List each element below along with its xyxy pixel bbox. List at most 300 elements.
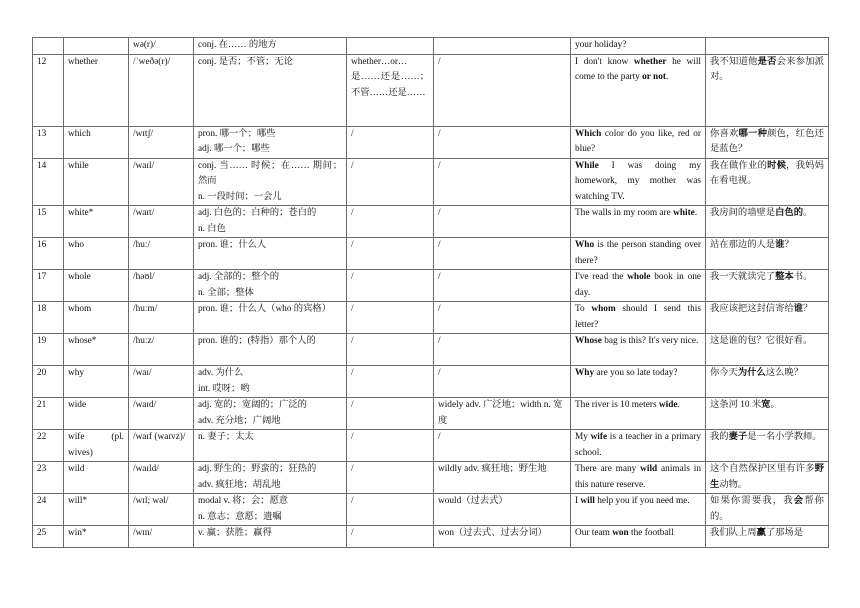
phonetic-cell xyxy=(129,126,194,158)
related-word-cell-text: / xyxy=(438,304,441,314)
word-cell-text: will* xyxy=(68,496,88,506)
example-sentence-cell xyxy=(571,54,706,126)
phonetic-cell xyxy=(129,54,194,126)
phonetic-cell-text: /waɪf (waɪvz)/ xyxy=(133,432,186,442)
row-number-cell xyxy=(33,494,64,526)
row-number-cell-text: 23 xyxy=(37,464,47,474)
row-number-cell xyxy=(33,430,64,462)
sentence-fragment: . xyxy=(665,72,669,82)
sentence-fragment: 帮你的。 xyxy=(710,496,824,522)
meaning-cell xyxy=(194,302,347,334)
phonetic-cell-text: /waɪd/ xyxy=(133,400,157,410)
sentence-fragment: 你喜欢 xyxy=(710,128,739,139)
derivative-cell-text: / xyxy=(351,336,354,346)
table-row xyxy=(33,366,829,398)
highlighted-word: will xyxy=(580,496,595,506)
highlighted-word: wild xyxy=(640,464,658,474)
sentence-fragment: 我们队上周 xyxy=(710,528,757,538)
derivative-cell xyxy=(347,238,434,270)
phonetic-cell-text: /həʊl/ xyxy=(133,272,155,282)
meaning-line: adv. 充分地；广阔地 xyxy=(198,415,281,426)
word-cell xyxy=(64,238,129,270)
meaning-cell xyxy=(194,238,347,270)
derivative-cell-text: / xyxy=(351,240,354,250)
sentence-fragment: 这个自然保护区里有许多 xyxy=(710,464,815,474)
sentence-fragment: My xyxy=(575,432,591,442)
derivative-cell-text: / xyxy=(351,272,354,282)
meaning-line: adj. 哪一个；哪些 xyxy=(198,144,270,154)
highlighted-word: 时候 xyxy=(767,160,787,171)
highlighted-word: Who xyxy=(575,240,595,250)
meaning-cell xyxy=(194,334,347,366)
table-row xyxy=(33,398,829,430)
sentence-fragment: 站在那边的人是 xyxy=(710,240,776,250)
word-cell-text: win* xyxy=(68,528,87,538)
related-word-cell xyxy=(434,206,571,238)
related-word-cell xyxy=(434,38,571,55)
phonetic-cell-text: /waɪl/ xyxy=(133,160,155,171)
highlighted-word: 白色的 xyxy=(775,208,803,218)
highlighted-word: 为什么 xyxy=(737,368,766,378)
derivative-cell xyxy=(347,54,434,126)
phonetic-cell-text: /wɪtʃ/ xyxy=(133,128,154,139)
related-word-cell xyxy=(434,526,571,548)
meaning-line: n. 白色 xyxy=(198,223,226,234)
chinese-translation-cell xyxy=(706,494,829,526)
chinese-translation-cell xyxy=(706,270,829,302)
sentence-fragment: 我不知道他 xyxy=(710,56,758,67)
example-sentence-cell xyxy=(571,126,706,158)
row-number-cell-text: 17 xyxy=(37,272,47,282)
highlighted-word: whole xyxy=(627,272,651,282)
meaning-line: pron. 谁的；(特指）那个人的 xyxy=(198,336,316,346)
related-word-cell-text: / xyxy=(438,208,441,218)
sentence-fragment: should I send this letter? xyxy=(575,304,701,330)
derivative-cell-text: / xyxy=(351,496,354,506)
meaning-line: adj. 白色的；白种的；苍白的 xyxy=(198,208,317,218)
word-cell xyxy=(64,334,129,366)
derivative-cell xyxy=(347,462,434,494)
table-row xyxy=(33,38,829,55)
meaning-line: v. 赢；获胜；赢得 xyxy=(198,528,272,538)
row-number-cell-text: 16 xyxy=(37,240,47,250)
derivative-cell xyxy=(347,158,434,206)
highlighted-word: 是否 xyxy=(757,56,777,67)
highlighted-word: While xyxy=(575,160,599,171)
meaning-cell xyxy=(194,158,347,206)
row-number-cell xyxy=(33,126,64,158)
word-cell xyxy=(64,526,129,548)
derivative-cell xyxy=(347,206,434,238)
sentence-fragment: . xyxy=(694,208,698,218)
sentence-fragment: . xyxy=(677,400,680,410)
word-cell xyxy=(64,398,129,430)
table-row xyxy=(33,238,829,270)
row-number-cell xyxy=(33,398,64,430)
word-cell-text: whether xyxy=(68,56,98,67)
row-number-cell-text: 14 xyxy=(37,160,47,171)
meaning-line: pron. 谁；什么人 xyxy=(198,240,267,250)
example-sentence-cell xyxy=(571,366,706,398)
meaning-line: conj. 是否；不管；无论 xyxy=(198,56,294,67)
chinese-translation-cell xyxy=(706,430,829,462)
related-word-cell xyxy=(434,126,571,158)
phonetic-cell xyxy=(129,238,194,270)
sentence-fragment: 颜色，红色还是蓝色？ xyxy=(710,128,824,154)
sentence-fragment: ，我妈妈在看电视。 xyxy=(710,160,824,186)
chinese-translation-cell xyxy=(706,238,829,270)
related-word-cell-text: would（过去式） xyxy=(438,496,508,506)
related-word-cell-text: won（过去式、过去分词） xyxy=(438,528,547,538)
meaning-line: adj. 全部的；整个的 xyxy=(198,272,280,282)
row-number-cell-text: 20 xyxy=(37,368,47,378)
derivative-cell-text: / xyxy=(351,432,354,442)
related-word-cell xyxy=(434,302,571,334)
meaning-line: conj. 当…… 时候；在…… 期间；然而 xyxy=(198,160,342,186)
sentence-fragment: 我在做作业的 xyxy=(710,160,768,171)
table-row xyxy=(33,526,829,548)
word-cell-text: why xyxy=(68,368,85,378)
related-word-cell xyxy=(434,494,571,526)
highlighted-word: Why xyxy=(575,368,595,378)
derivative-cell xyxy=(347,398,434,430)
table-row xyxy=(33,462,829,494)
derivative-cell-text: / xyxy=(351,128,354,139)
sentence-fragment: The walls in my room are xyxy=(575,208,674,218)
related-word-cell xyxy=(434,398,571,430)
row-number-cell xyxy=(33,462,64,494)
phonetic-cell xyxy=(129,398,194,430)
example-sentence-cell xyxy=(571,206,706,238)
word-cell-text: whom xyxy=(68,304,92,314)
example-sentence-cell xyxy=(571,494,706,526)
highlighted-word: 会 xyxy=(793,496,805,506)
chinese-translation-cell xyxy=(706,398,829,430)
related-word-cell-text: / xyxy=(438,128,441,139)
sentence-fragment: color do you like, red or blue? xyxy=(575,128,701,154)
row-number-cell-text: 12 xyxy=(37,56,47,67)
table-row xyxy=(33,270,829,302)
table-row xyxy=(33,494,829,526)
sentence-fragment: 会来参加派对。 xyxy=(710,56,824,82)
phonetic-cell xyxy=(129,302,194,334)
highlighted-word: Which xyxy=(575,128,602,139)
sentence-fragment: 这是谁的包？它很好看。 xyxy=(710,336,813,346)
meaning-cell xyxy=(194,270,347,302)
sentence-fragment: 我房间的墙壁是 xyxy=(710,208,776,218)
meaning-cell xyxy=(194,126,347,158)
row-number-cell-text: 25 xyxy=(37,528,47,538)
related-word-cell-text: / xyxy=(438,272,441,282)
phonetic-cell xyxy=(129,462,194,494)
table-row xyxy=(33,54,829,126)
sentence-fragment: I xyxy=(575,496,581,506)
sentence-fragment: 动物。 xyxy=(719,479,748,490)
table-row xyxy=(33,334,829,366)
sentence-fragment: I don't know xyxy=(575,56,634,67)
chinese-translation-cell xyxy=(706,366,829,398)
example-sentence-cell xyxy=(571,302,706,334)
derivative-cell xyxy=(347,126,434,158)
chinese-translation-cell xyxy=(706,526,829,548)
row-number-cell xyxy=(33,206,64,238)
example-sentence-cell xyxy=(571,270,706,302)
chinese-translation-cell xyxy=(706,158,829,206)
row-number-cell-text: 24 xyxy=(37,496,47,506)
highlighted-word: Whose xyxy=(575,336,602,346)
derivative-cell xyxy=(347,38,434,55)
phonetic-cell-text: /waɪld/ xyxy=(133,464,159,474)
row-number-cell xyxy=(33,334,64,366)
derivative-cell-text: / xyxy=(351,304,354,314)
meaning-cell xyxy=(194,494,347,526)
highlighted-word: 野生 xyxy=(710,464,824,490)
derivative-cell-text: / xyxy=(351,528,354,538)
related-word-cell-text: / xyxy=(438,240,441,250)
related-word-cell xyxy=(434,54,571,126)
sentence-fragment: 了那场是 xyxy=(765,528,804,538)
chinese-translation-cell xyxy=(706,334,829,366)
highlighted-word: whom xyxy=(591,304,616,314)
highlighted-word: 妻子 xyxy=(728,432,748,442)
highlighted-word: wife xyxy=(590,432,608,442)
word-cell-text: wide xyxy=(68,400,87,410)
related-word-cell-text: / xyxy=(438,368,441,378)
highlighted-word: white xyxy=(673,208,695,218)
word-cell xyxy=(64,38,129,55)
word-cell-text: whose* xyxy=(68,336,97,346)
highlighted-word: 宽 xyxy=(761,400,771,410)
derivative-cell xyxy=(347,270,434,302)
derivative-cell xyxy=(347,366,434,398)
sentence-fragment: I was doing my homework, my mother was watching TV. xyxy=(575,160,701,202)
derivative-cell xyxy=(347,526,434,548)
phonetic-cell-text: /waɪt/ xyxy=(133,208,155,218)
phonetic-cell xyxy=(129,270,194,302)
phonetic-cell-text: /wɪl; wəl/ xyxy=(133,496,169,506)
example-sentence-cell xyxy=(571,526,706,548)
sentence-fragment: 如果你需要我，我 xyxy=(710,496,794,506)
sentence-fragment: 。 xyxy=(803,208,813,218)
sentence-fragment: There are many xyxy=(575,464,641,474)
sentence-fragment: 我的 xyxy=(710,432,729,442)
sentence-fragment: bag is this? It's very nice. xyxy=(601,336,699,346)
chinese-translation-cell xyxy=(706,54,829,126)
phonetic-cell xyxy=(129,206,194,238)
related-word-cell xyxy=(434,334,571,366)
meaning-line: modal v. 将；会；愿意 xyxy=(198,496,289,506)
derivative-cell-text: / xyxy=(351,368,354,378)
word-cell xyxy=(64,126,129,158)
sentence-fragment: Our team xyxy=(575,528,613,538)
row-number-cell xyxy=(33,54,64,126)
related-word-cell xyxy=(434,430,571,462)
sentence-fragment: ？ xyxy=(803,304,813,314)
highlighted-word: 谁 xyxy=(793,304,803,314)
related-word-cell-text: / xyxy=(438,336,441,346)
row-number-cell xyxy=(33,238,64,270)
highlighted-word: won xyxy=(612,528,629,538)
related-word-cell xyxy=(434,462,571,494)
meaning-line: adj. 野生的；野蛮的；狂热的 xyxy=(198,464,317,474)
sentence-fragment: help you if you need me. xyxy=(594,496,690,506)
sentence-fragment: he will come to the party xyxy=(575,56,701,82)
phonetic-cell xyxy=(129,430,194,462)
word-cell xyxy=(64,430,129,462)
related-word-cell-text: / xyxy=(438,56,441,67)
meaning-cell xyxy=(194,38,347,55)
highlighted-word: 赢 xyxy=(756,528,766,538)
sentence-fragment: 我应该把这封信寄给 xyxy=(710,304,794,314)
sentence-fragment: 这么晚？ xyxy=(765,368,804,378)
word-cell-text: white* xyxy=(68,208,94,218)
row-number-cell xyxy=(33,158,64,206)
word-cell-text: whole xyxy=(68,272,91,282)
derivative-cell xyxy=(347,334,434,366)
row-number-cell-text: 18 xyxy=(37,304,47,314)
phonetic-cell-text: /wɪn/ xyxy=(133,528,153,538)
sentence-fragment: To xyxy=(575,304,592,314)
example-sentence-cell xyxy=(571,38,706,55)
word-cell-text: who xyxy=(68,240,85,250)
table-row xyxy=(33,206,829,238)
highlighted-word: 谁 xyxy=(775,240,785,250)
chinese-translation-cell xyxy=(706,38,829,55)
vocabulary-table xyxy=(32,37,829,548)
phonetic-cell xyxy=(129,38,194,55)
related-word-cell-text: widely adv. 广泛地；width n. 宽度 xyxy=(438,400,563,426)
word-cell xyxy=(64,206,129,238)
sentence-fragment: 书。 xyxy=(793,272,813,282)
word-cell xyxy=(64,494,129,526)
sentence-fragment: 这条河 10 米 xyxy=(710,400,762,410)
meaning-line: n. 一段时间；一会儿 xyxy=(198,191,282,202)
word-cell xyxy=(64,270,129,302)
sentence-fragment: animals in this nature reserve. xyxy=(575,464,702,490)
phonetic-cell-text: /huː/ xyxy=(133,240,151,250)
meaning-line: pron. 谁；什么人（who 的宾格） xyxy=(198,304,331,314)
meaning-line: conj. 在…… 的地方 xyxy=(198,40,277,50)
example-sentence-cell xyxy=(571,430,706,462)
sentence-fragment: your holiday? xyxy=(575,40,627,50)
sentence-fragment: 是一名小学教师。 xyxy=(747,432,822,442)
meaning-cell xyxy=(194,398,347,430)
chinese-translation-cell xyxy=(706,462,829,494)
row-number-cell-text: 19 xyxy=(37,336,47,346)
sentence-fragment: The river is 10 meters xyxy=(575,400,659,410)
sentence-fragment: is the person standing over there? xyxy=(575,240,701,266)
word-cell-text: while xyxy=(68,160,89,171)
phonetic-cell xyxy=(129,334,194,366)
related-word-cell xyxy=(434,158,571,206)
phonetic-cell-text: /ˈweðə(r)/ xyxy=(133,56,171,67)
row-number-cell xyxy=(33,526,64,548)
phonetic-cell xyxy=(129,494,194,526)
row-number-cell-text: 15 xyxy=(37,208,47,218)
word-cell xyxy=(64,158,129,206)
sentence-fragment: 你今天 xyxy=(710,368,738,378)
highlighted-word: 整本 xyxy=(775,272,794,282)
derivative-cell-text: / xyxy=(351,464,354,474)
derivative-cell-text: whether…or…是……还是……；不管……还是…… xyxy=(351,56,429,98)
table-row xyxy=(33,430,829,462)
phonetic-cell xyxy=(129,526,194,548)
example-sentence-cell xyxy=(571,334,706,366)
meaning-cell xyxy=(194,526,347,548)
chinese-translation-cell xyxy=(706,302,829,334)
meaning-line: adv. 为什么 xyxy=(198,368,244,378)
chinese-translation-cell xyxy=(706,126,829,158)
sentence-fragment: book in one day. xyxy=(575,272,701,298)
meaning-cell xyxy=(194,462,347,494)
row-number-cell xyxy=(33,366,64,398)
table-row xyxy=(33,126,829,158)
phonetic-cell xyxy=(129,366,194,398)
meaning-cell xyxy=(194,206,347,238)
row-number-cell xyxy=(33,302,64,334)
example-sentence-cell xyxy=(571,158,706,206)
meaning-line: n. 全部；整体 xyxy=(198,287,254,298)
meaning-line: pron. 哪一个；哪些 xyxy=(198,128,276,139)
word-cell xyxy=(64,366,129,398)
word-cell-text: wife (pl. wives) xyxy=(68,432,124,458)
sentence-fragment: the football xyxy=(628,528,674,538)
related-word-cell xyxy=(434,366,571,398)
derivative-cell-text: / xyxy=(351,160,354,171)
meaning-line: adj. 宽的；宽阔的；广泛的 xyxy=(198,400,307,410)
derivative-cell xyxy=(347,302,434,334)
sentence-fragment: 我一天就读完了 xyxy=(710,272,776,282)
sentence-fragment: are you so late today? xyxy=(594,368,678,378)
sentence-fragment: ？ xyxy=(784,240,794,250)
meaning-line: n. 意志；意愿；遗嘱 xyxy=(198,511,282,522)
sentence-fragment: is a teacher in a primary school. xyxy=(575,432,701,458)
phonetic-cell-text: /huːm/ xyxy=(133,304,158,314)
vocabulary-table-body xyxy=(33,38,829,548)
related-word-cell-text: / xyxy=(438,432,441,442)
derivative-cell xyxy=(347,430,434,462)
meaning-cell xyxy=(194,366,347,398)
example-sentence-cell xyxy=(571,238,706,270)
sentence-fragment: 。 xyxy=(770,400,780,410)
derivative-cell-text: / xyxy=(351,400,354,410)
meaning-cell xyxy=(194,430,347,462)
related-word-cell-text: / xyxy=(438,160,441,171)
phonetic-cell-text: wə(r)/ xyxy=(133,40,156,50)
word-cell-text: which xyxy=(68,128,91,139)
table-row xyxy=(33,302,829,334)
highlighted-word: or not xyxy=(642,72,666,82)
highlighted-word: wide xyxy=(658,400,678,410)
related-word-cell xyxy=(434,270,571,302)
row-number-cell xyxy=(33,38,64,55)
row-number-cell xyxy=(33,270,64,302)
word-cell-text: wild xyxy=(68,464,85,474)
row-number-cell-text: 22 xyxy=(37,432,47,442)
table-row xyxy=(33,158,829,206)
example-sentence-cell xyxy=(571,462,706,494)
derivative-cell-text: / xyxy=(351,208,354,218)
word-cell xyxy=(64,302,129,334)
row-number-cell-text: 21 xyxy=(37,400,47,410)
highlighted-word: whether xyxy=(633,56,667,67)
row-number-cell-text: 13 xyxy=(37,128,47,139)
meaning-line: int. 哎呀；哟 xyxy=(198,383,250,394)
meaning-cell xyxy=(194,54,347,126)
sentence-fragment: I've read the xyxy=(575,272,628,282)
highlighted-word: 哪一种 xyxy=(738,128,768,139)
derivative-cell xyxy=(347,494,434,526)
